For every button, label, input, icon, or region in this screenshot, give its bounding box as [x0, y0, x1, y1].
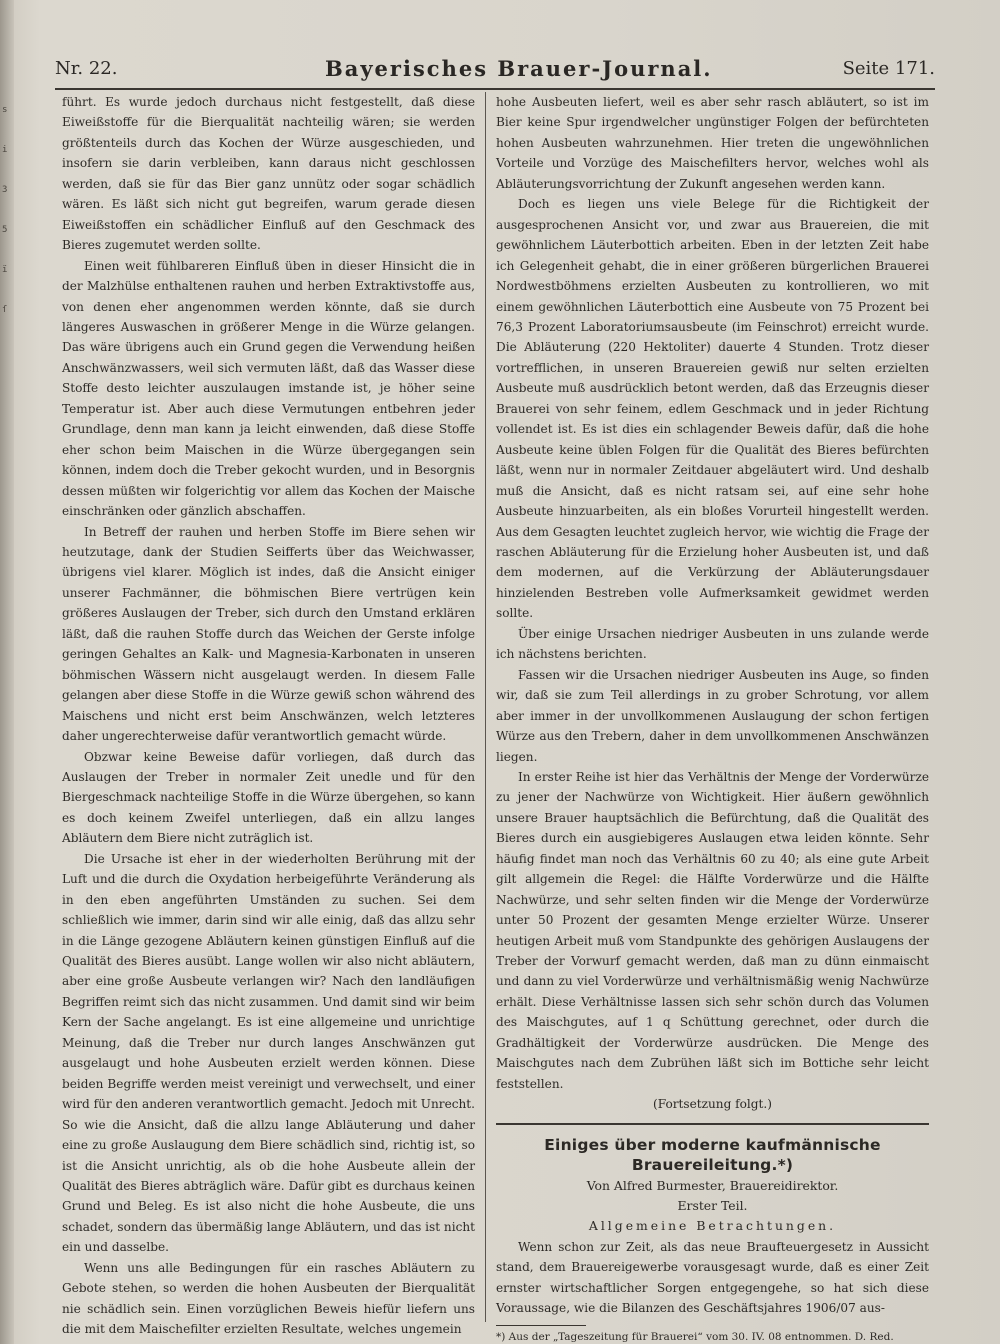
header-rule [55, 88, 935, 90]
column-divider [485, 92, 486, 1322]
page-binding-edge [0, 0, 14, 1344]
article-separator [496, 1123, 929, 1125]
paragraph: hohe Ausbeuten liefert, weil es aber sehr rasch abläutert, so ist im Bier keine Spur irgendwelcher ungünstiger Folgen der befürchteten hohen Ausbeuten wahrzunehmen. Hier treten die ungewöhnlichen Vorteile und Vorzüge des Maischefilters hervor, welches wohl als Abläuterungsvorrichtung der Zukunft angesehen werden kann. [496, 95, 929, 191]
footnote: *) Aus der „Tageszeitung für Brauerei“ vom 30. IV. 08 entnommen. D. Red. [496, 1330, 894, 1343]
margin-marks: s i 3 5 ï ſ [2, 105, 8, 315]
paragraph: Über einige Ursachen niedriger Ausbeuten in uns zulande werde ich nächstens berichten. [496, 626, 929, 662]
article-part: Erster Teil. [677, 1198, 748, 1214]
paragraph: Doch es liegen uns viele Belege für die Richtigkeit der ausgesprochenen Ansicht vor, und zwar aus Brauereien, die mit gewöhnlichem Läuterbottich arbeiten. Eben in der letzten Zeit habe ich Gelegenheit gehabt, die in einer größeren bürgerlichen Brauerei Nordwestböhmens erzielten Ausbeuten zu kontrollieren, wo mit einem gewöhnlichen Läuterbottich eine Ausbeute von 75 Prozent bei 76,3 Prozent Laboratoriumsausbeute (im Feinschrot) erreicht wurde. Die Abläuterung (220 Hektoliter) dauerte 4 Stunden. Trotz dieser vortrefflichen, in unseren Brauereien gewiß nur selten erzielten Ausbeute muß ausdrücklich betont werden, daß das Erzeugnis dieser Brauerei von sehr feinem, edlem Geschmack und in jeder Richtung vollendet ist. Es ist dies ein schlagender Beweis dafür, daß die hohe Ausbeute keine üblen Folgen für die Qualität des Bieres befürchten läßt, wenn nur in normaler Zeitdauer abgeläutert wird. Und deshalb muß die Ansicht, daß es nicht ratsam sei, auf eine sehr hohe Ausbeute hinzuarbeiten, als ein bloßes Vorurteil hingestellt werden. Aus dem Gesagten leuchtet zugleich hervor, wie wichtig die Frage der raschen Abläuterung für die Erzielung hoher Ausbeuten ist, und daß dem modernen, auf die Verkürzung der Abläuterungsdauer hinzielenden Bestreben volle Aufmerksamkeit gewidmet werden sollte. [496, 197, 929, 621]
issue-number: Nr. 22. [55, 58, 118, 79]
continued-note: (Fortsetzung folgt.) [653, 1097, 772, 1112]
page-number: Seite 171. [842, 58, 935, 79]
article-title: Einiges über moderne kaufmännische Brauereileitung.*) [544, 1135, 881, 1175]
article-body: Wenn schon zur Zeit, als das neue Braufteuergesetz in Aussicht stand, dem Brauereigewerbe vorausgesagt wurde, daß es einer Zeit ernster wirtschaftlicher Sorgen entgegengehe, so hat sich diese Voraussage, wie die Bilanzen des Geschäftsjahres 1906/07 aus- [496, 1239, 929, 1316]
journal-title: Bayerisches Brauer-Journal. [325, 56, 713, 81]
page-header [55, 52, 935, 82]
paragraph: führt. Es wurde jedoch durchaus nicht festgestellt, daß diese Eiweißstoffe für die Bierqualität nachteilig wären; sie werden größtenteils durch das Kochen der Würze ausgeschieden, und insofern sie darin verbleiben, kann daraus nicht geschlossen werden, daß sie für das Bier ganz unnütz oder sogar schädlich wären. Es läßt sich nicht gut begreifen, warum gerade diesen Eiweißstoffen ein schädlicher Einfluß auf den Geschmack des Bieres zugemutet werden sollte. [62, 95, 475, 253]
left-column [62, 92, 475, 1340]
footnote-rule [496, 1325, 586, 1326]
paragraph: Einen weit fühlbareren Einfluß üben in dieser Hinsicht die in der Malzhülse enthaltenen rauhen und herben Extraktivstoffe aus, von denen eher angenommen werden könnte, daß sie durch längeres Auswaschen in größerer Menge in die Würze gelangen. Das wäre übrigens auch ein Grund gegen die Verwendung heißen Anschwänzwassers, weil sich vermuten läßt, daß das Wasser diese Stoffe desto leichter auszulaugen imstande ist, je höher seine Temperatur ist. Aber auch diese Vermutungen entbehren jeder Grundlage, denn man kann ja leicht einwenden, daß diese Stoffe eher schon beim Maischen in die Würze übergegangen sein können, indem doch die Treber gekocht wurden, und in Besorgnis dessen müßten wir folgerichtig vor allem das Kochen der Maische einschränken oder gänzlich abschaffen. [62, 258, 475, 519]
paragraph: Die Ursache ist eher in der wiederholten Berührung mit der Luft und die durch die Oxydation herbeigeführte Veränderung als in den eben angeführten Umständen zu suchen. Sei dem schließlich wie immer, darin sind wir alle einig, daß das allzu sehr in die Länge gezogene Abläutern keinen günstigen Einfluß auf die Qualität des Bieres ausübt. Lange wollen wir also nicht abläutern, aber eine große Ausbeute verlangen wir? Nach den landläufigen Begriffen reimt sich das nicht zusammen. Und damit sind wir beim Kern der Sache angelangt. Es ist eine allgemeine und unrichtige Meinung, daß die Treber nur durch langes Anschwänzen gut ausgelaugt und hohe Ausbeuten erzielt werden können. Diese beiden Begriffe werden meist vereinigt und verwechselt, und einer wird für den anderen verantwortlich gemacht. Jedoch mit Unrecht. So wie die Ansicht, daß die allzu lange Abläuterung und daher eine zu große Auslaugung dem Biere schädlich sind, richtig ist, so ist die Ansicht unrichtig, als ob die hohe Ausbeute allein der Qualität des Bieres abträglich wäre. Dafür gibt es durchaus keinen Grund und Beleg. Es ist also nicht die hohe Ausbeute, die uns schadet, sondern das übermäßig lange Abläutern, und das ist nicht ein und dasselbe. [62, 851, 475, 1255]
paragraph: In erster Reihe ist hier das Verhältnis der Menge der Vorderwürze zu jener der Nachwürze von Wichtigkeit. Hier äußern gewöhnlich unsere Brauer hauptsächlich die Befürchtung, daß die Qualität des Bieres durch ein ausgiebigeres Auslaugen etwa leiden könnte. Sehr häufig findet man noch das Verhältnis 60 zu 40; als eine gute Arbeit gilt allgemein die Regel: die Hälfte Vorderwürze und die Hälfte Nachwürze, und sehr selten finden wir die Menge der Vorderwürze unter 50 Prozent der gesamten Menge erzielter Würze. Unserer heutigen Arbeit muß vom Standpunkte des gehörigen Auslaugens der Treber der Vorwurf gemacht werden, daß man zu dünn einmaischt und dann zu viel Vorderwürze und verhältnismäßig wenig Nachwürze erhält. Diese Verhältnisse lassen sich sehr schön durch das Volumen des Maischgutes, auf 1 q Schüttung gerechnet, oder durch die Gradhältigkeit der Vorderwürze ausdrücken. Die Menge des Maischgutes nach dem Zubrühen läßt sich im Bottiche sehr leicht feststellen. [496, 769, 929, 1091]
paragraph: In Betreff der rauhen und herben Stoffe im Biere sehen wir heutzutage, dank der Studien Seifferts über das Weichwasser, übrigens viel klarer. Möglich ist indes, daß die Ansicht einiger unserer Fachmänner, die böhmischen Biere vertrügen kein größeres Auslaugen der Treber, sich durch den Umstand erklären läßt, daß die rauhen Stoffe durch das Weichen der Gerste infolge geringen Gehaltes an Kalk- und Magnesia-Karbonaten in unseren böhmischen Wässern nicht ausgelaugt werden. In diesem Falle gelangen aber diese Stoffe in die Würze gewiß schon während des Maischens und nicht erst beim Anschwänzen, welch letzteres daher ungerechterweise dafür verantwortlich gemacht würde. [62, 524, 475, 744]
article-byline: Von Alfred Burmester, Brauereidirektor. [586, 1177, 839, 1193]
paragraph: Fassen wir die Ursachen niedriger Ausbeuten ins Auge, so finden wir, daß sie zum Teil allerdings in zu grober Schrotung, vor allem aber immer in der unvollkommenen Auslaugung der schon fertigen Würze aus den Trebern, daher in dem unvollkommenen Anschwänzen liegen. [496, 667, 929, 764]
right-column [496, 92, 929, 1344]
paragraph: Wenn uns alle Bedingungen für ein rasches Abläutern zu Gebote stehen, so werden die hohen Ausbeuten der Bierqualität nie schädlich sein. Einen vorzüglichen Beweis hiefür liefern uns die mit dem Maischefilter erzielten Resultate, welches ungemein [62, 1260, 475, 1337]
article-section-heading: Allgemeine Betrachtungen. [588, 1218, 837, 1234]
paragraph: Obzwar keine Beweise dafür vorliegen, daß durch das Auslaugen der Treber in normaler Zeit unedle und für den Biergeschmack nachteilige Stoffe in die Würze übergehen, so kann es doch keinem Zweifel unterliegen, daß ein allzu langes Abläutern dem Biere nicht zuträglich ist. [62, 749, 475, 846]
